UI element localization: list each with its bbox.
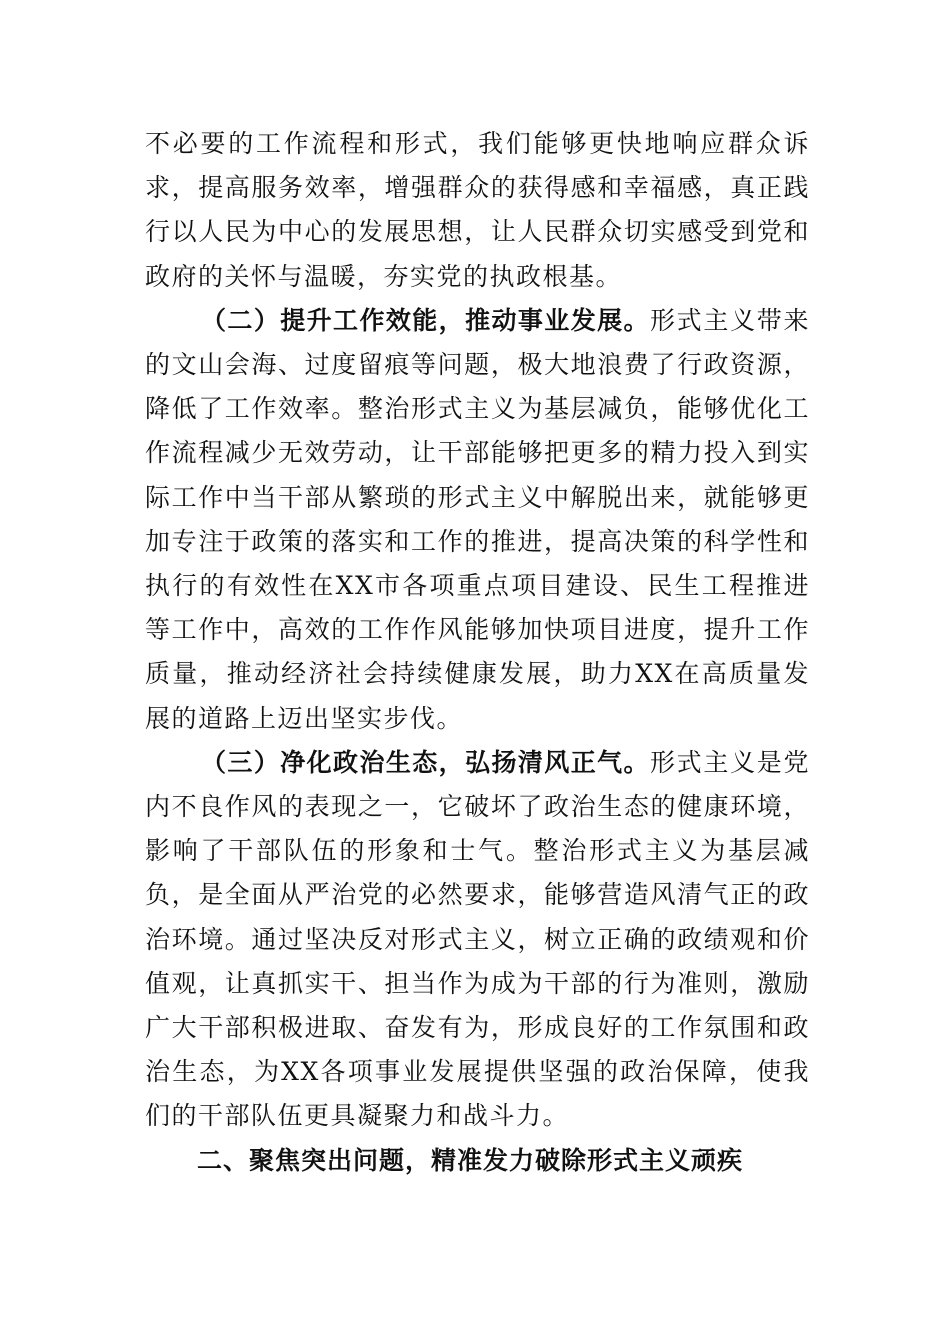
paragraph-purify-politics (145, 741, 810, 1139)
paragraph-lead-heading: （三）净化政治生态，弘扬清风正气。 (201, 747, 650, 777)
paragraph-body-text: 形式主义带来的文山会海、过度留痕等问题，极大地浪费了行政资源，降低了工作效率。整治形式主义为基层减负，能够优化工作流程减少无效劳动，让干部能够把更多的精力投入到实际工作中当干部从繁琐的形式主义中解脱出来，就能够更加专注于政策的落实和工作的推进，提高决策的科学性和执行的有效性在XX市各项重点项目建设、民生工程推进等工作中，高效的工作作风能够加快项目进度，提升工作质量，推动经济社会持续健康发展，助力XX在高质量发展的道路上迈出坚实步伐。 (145, 305, 810, 733)
paragraph-improve-efficiency (145, 299, 810, 741)
paragraph-lead-heading: （二）提升工作效能，推动事业发展。 (201, 305, 650, 335)
paragraph-continuation: 不必要的工作流程和形式，我们能够更快地响应群众诉求，提高服务效率，增强群众的获得感和幸福感，真正践行以人民为中心的发展思想，让人民群众切实感受到党和政府的关怀与温暖，夯实党的执政根基。 (145, 129, 810, 291)
paragraph-body-text: 形式主义是党内不良作风的表现之一，它破坏了政治生态的健康环境，影响了干部队伍的形象和士气。整治形式主义为基层减负，是全面从严治党的必然要求，能够营造风清气正的政治环境。通过坚决反对形式主义，树立正确的政绩观和价值观，让真抓实干、担当作为成为干部的行为准则，激励广大干部积极进取、奋发有为，形成良好的工作氛围和政治生态，为XX各项事业发展提供坚强的政治保障，使我们的干部队伍更具凝聚力和战斗力。 (145, 747, 810, 1131)
document-body (145, 122, 810, 1183)
section-heading: 二、聚焦突出问题，精准发力破除形式主义顽疾 (197, 1145, 744, 1175)
